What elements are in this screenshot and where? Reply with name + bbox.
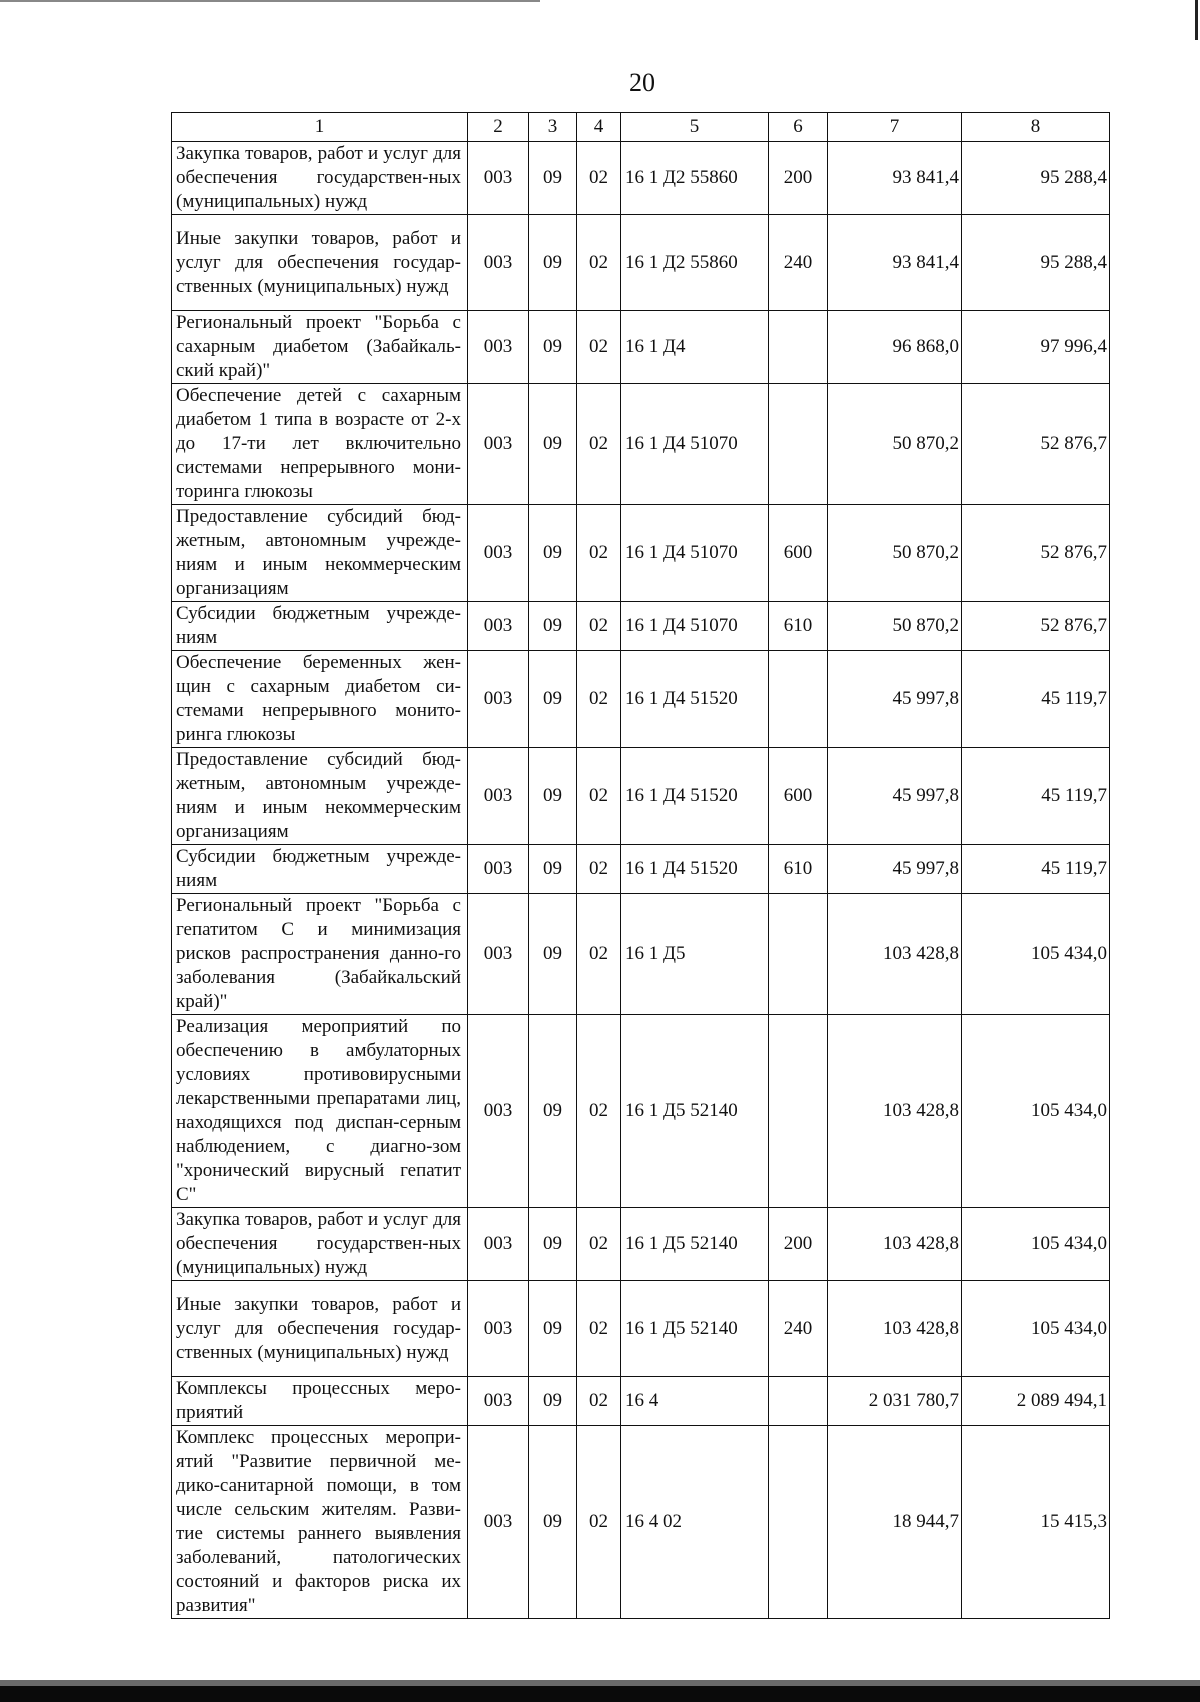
table-row xyxy=(172,1015,1110,1208)
section-cell: 09 xyxy=(529,142,577,215)
row-name-cell: Закупка товаров, работ и услуг для обеспечения государствен-ных (муниципальных) нужд xyxy=(172,1208,468,1281)
table-row xyxy=(172,1426,1110,1619)
row-name-cell: Комплексы процессных меро-приятий xyxy=(172,1377,468,1426)
table-row xyxy=(172,311,1110,384)
subsection-cell: 02 xyxy=(577,894,621,1015)
code-cell: 003 xyxy=(468,142,529,215)
row-name-cell: Комплекс процессных меропри-ятий "Развитие первичной ме-дико-санитарной помощи, в том числе сельским жителям. Разви-тие системы раннего выявления заболеваний, патологических состояний и факторов риска их развития" xyxy=(172,1426,468,1619)
target-article-cell: 16 4 xyxy=(621,1377,769,1426)
section-cell: 09 xyxy=(529,215,577,311)
code-cell: 003 xyxy=(468,602,529,651)
table-row xyxy=(172,748,1110,845)
column-header: 2 xyxy=(468,113,529,142)
code-cell: 003 xyxy=(468,1015,529,1208)
amount-cell-col8: 105 434,0 xyxy=(962,894,1110,1015)
expense-type-cell: 610 xyxy=(769,845,828,894)
table-row xyxy=(172,505,1110,602)
amount-cell-col8: 52 876,7 xyxy=(962,505,1110,602)
section-cell: 09 xyxy=(529,311,577,384)
amount-cell-col7: 45 997,8 xyxy=(828,748,962,845)
table-row xyxy=(172,384,1110,505)
subsection-cell: 02 xyxy=(577,142,621,215)
target-article-cell: 16 1 Д4 51520 xyxy=(621,748,769,845)
amount-cell-col7: 103 428,8 xyxy=(828,1281,962,1377)
row-name-cell: Предоставление субсидий бюд-жетным, автономным учрежде-ниям и иным некоммерческим организациям xyxy=(172,505,468,602)
amount-cell-col8: 52 876,7 xyxy=(962,384,1110,505)
amount-cell-col7: 18 944,7 xyxy=(828,1426,962,1619)
target-article-cell: 16 1 Д5 52140 xyxy=(621,1281,769,1377)
table-row xyxy=(172,142,1110,215)
amount-cell-col8: 45 119,7 xyxy=(962,651,1110,748)
amount-cell-col7: 96 868,0 xyxy=(828,311,962,384)
subsection-cell: 02 xyxy=(577,384,621,505)
subsection-cell: 02 xyxy=(577,602,621,651)
column-header: 4 xyxy=(577,113,621,142)
expense-type-cell xyxy=(769,1377,828,1426)
section-cell: 09 xyxy=(529,602,577,651)
code-cell: 003 xyxy=(468,845,529,894)
target-article-cell: 16 1 Д4 51520 xyxy=(621,651,769,748)
code-cell: 003 xyxy=(468,215,529,311)
target-article-cell: 16 1 Д4 51070 xyxy=(621,384,769,505)
amount-cell-col7: 103 428,8 xyxy=(828,894,962,1015)
subsection-cell: 02 xyxy=(577,215,621,311)
expense-type-cell: 240 xyxy=(769,1281,828,1377)
section-cell: 09 xyxy=(529,894,577,1015)
subsection-cell: 02 xyxy=(577,651,621,748)
amount-cell-col8: 95 288,4 xyxy=(962,142,1110,215)
table-row xyxy=(172,894,1110,1015)
amount-cell-col8: 105 434,0 xyxy=(962,1281,1110,1377)
section-cell: 09 xyxy=(529,1377,577,1426)
target-article-cell: 16 1 Д2 55860 xyxy=(621,142,769,215)
expense-type-cell: 610 xyxy=(769,602,828,651)
amount-cell-col8: 105 434,0 xyxy=(962,1015,1110,1208)
row-name-cell: Субсидии бюджетным учрежде-ниям xyxy=(172,602,468,651)
expense-type-cell: 200 xyxy=(769,1208,828,1281)
row-name-cell: Реализация мероприятий по обеспечению в амбулаторных условиях противовирусными лекарственными препаратами лиц, находящихся под диспан-серным наблюдением, с диагно-зом "хронический вирусный гепатит С" xyxy=(172,1015,468,1208)
amount-cell-col8: 45 119,7 xyxy=(962,748,1110,845)
amount-cell-col7: 93 841,4 xyxy=(828,215,962,311)
table-row xyxy=(172,1377,1110,1426)
section-cell: 09 xyxy=(529,845,577,894)
amount-cell-col7: 50 870,2 xyxy=(828,384,962,505)
subsection-cell: 02 xyxy=(577,311,621,384)
row-name-cell: Предоставление субсидий бюд-жетным, автономным учрежде-ниям и иным некоммерческим организациям xyxy=(172,748,468,845)
section-cell: 09 xyxy=(529,651,577,748)
column-header: 8 xyxy=(962,113,1110,142)
row-name-cell: Иные закупки товаров, работ и услуг для обеспечения государ-ственных (муниципальных) нужд xyxy=(172,1281,468,1377)
amount-cell-col7: 50 870,2 xyxy=(828,505,962,602)
code-cell: 003 xyxy=(468,1377,529,1426)
subsection-cell: 02 xyxy=(577,505,621,602)
subsection-cell: 02 xyxy=(577,1377,621,1426)
amount-cell-col7: 93 841,4 xyxy=(828,142,962,215)
scan-bottom-edge xyxy=(0,1686,1200,1702)
section-cell: 09 xyxy=(529,1208,577,1281)
target-article-cell: 16 1 Д5 52140 xyxy=(621,1015,769,1208)
subsection-cell: 02 xyxy=(577,1015,621,1208)
target-article-cell: 16 1 Д5 52140 xyxy=(621,1208,769,1281)
expense-type-cell xyxy=(769,384,828,505)
expense-type-cell: 600 xyxy=(769,505,828,602)
column-header: 1 xyxy=(172,113,468,142)
amount-cell-col7: 50 870,2 xyxy=(828,602,962,651)
section-cell: 09 xyxy=(529,1426,577,1619)
code-cell: 003 xyxy=(468,748,529,845)
target-article-cell: 16 1 Д4 51070 xyxy=(621,505,769,602)
column-header: 6 xyxy=(769,113,828,142)
amount-cell-col8: 52 876,7 xyxy=(962,602,1110,651)
expense-type-cell xyxy=(769,311,828,384)
target-article-cell: 16 1 Д4 51520 xyxy=(621,845,769,894)
code-cell: 003 xyxy=(468,384,529,505)
subsection-cell: 02 xyxy=(577,845,621,894)
column-header: 3 xyxy=(529,113,577,142)
column-header: 7 xyxy=(828,113,962,142)
target-article-cell: 16 1 Д2 55860 xyxy=(621,215,769,311)
amount-cell-col7: 45 997,8 xyxy=(828,845,962,894)
code-cell: 003 xyxy=(468,311,529,384)
table-row xyxy=(172,1208,1110,1281)
expense-type-cell xyxy=(769,894,828,1015)
budget-table xyxy=(171,112,1110,1619)
subsection-cell: 02 xyxy=(577,1426,621,1619)
expense-type-cell: 600 xyxy=(769,748,828,845)
table-row xyxy=(172,602,1110,651)
target-article-cell: 16 1 Д4 xyxy=(621,311,769,384)
subsection-cell: 02 xyxy=(577,748,621,845)
table-header-row xyxy=(172,113,1110,142)
target-article-cell: 16 1 Д5 xyxy=(621,894,769,1015)
row-name-cell: Иные закупки товаров, работ и услуг для обеспечения государ-ственных (муниципальных) нужд xyxy=(172,215,468,311)
section-cell: 09 xyxy=(529,505,577,602)
amount-cell-col8: 97 996,4 xyxy=(962,311,1110,384)
table-row xyxy=(172,845,1110,894)
code-cell: 003 xyxy=(468,1426,529,1619)
expense-type-cell xyxy=(769,651,828,748)
section-cell: 09 xyxy=(529,1015,577,1208)
target-article-cell: 16 4 02 xyxy=(621,1426,769,1619)
page-number: 20 xyxy=(629,68,655,97)
subsection-cell: 02 xyxy=(577,1281,621,1377)
row-name-cell: Субсидии бюджетным учрежде-ниям xyxy=(172,845,468,894)
amount-cell-col8: 95 288,4 xyxy=(962,215,1110,311)
amount-cell-col7: 2 031 780,7 xyxy=(828,1377,962,1426)
code-cell: 003 xyxy=(468,1208,529,1281)
expense-type-cell: 200 xyxy=(769,142,828,215)
section-cell: 09 xyxy=(529,748,577,845)
table-row xyxy=(172,1281,1110,1377)
subsection-cell: 02 xyxy=(577,1208,621,1281)
row-name-cell: Обеспечение детей с сахарным диабетом 1 типа в возрасте от 2-х до 17-ти лет включительно системами непрерывного мони-торинга глюкозы xyxy=(172,384,468,505)
amount-cell-col7: 103 428,8 xyxy=(828,1208,962,1281)
section-cell: 09 xyxy=(529,1281,577,1377)
row-name-cell: Региональный проект "Борьба с сахарным диабетом (Забайкаль-ский край)" xyxy=(172,311,468,384)
row-name-cell: Закупка товаров, работ и услуг для обеспечения государствен-ных (муниципальных) нужд xyxy=(172,142,468,215)
code-cell: 003 xyxy=(468,651,529,748)
amount-cell-col8: 105 434,0 xyxy=(962,1208,1110,1281)
expense-type-cell: 240 xyxy=(769,215,828,311)
row-name-cell: Обеспечение беременных жен-щин с сахарным диабетом си-стемами непрерывного монито-ринга глюкозы xyxy=(172,651,468,748)
expense-type-cell xyxy=(769,1015,828,1208)
expense-type-cell xyxy=(769,1426,828,1619)
code-cell: 003 xyxy=(468,894,529,1015)
amount-cell-col8: 2 089 494,1 xyxy=(962,1377,1110,1426)
table-row xyxy=(172,651,1110,748)
table-row xyxy=(172,215,1110,311)
scan-top-rule xyxy=(0,0,540,2)
amount-cell-col7: 103 428,8 xyxy=(828,1015,962,1208)
column-header: 5 xyxy=(621,113,769,142)
amount-cell-col8: 15 415,3 xyxy=(962,1426,1110,1619)
row-name-cell: Региональный проект "Борьба с гепатитом С и минимизация рисков распространения данно-го заболевания (Забайкальский край)" xyxy=(172,894,468,1015)
amount-cell-col7: 45 997,8 xyxy=(828,651,962,748)
target-article-cell: 16 1 Д4 51070 xyxy=(621,602,769,651)
amount-cell-col8: 45 119,7 xyxy=(962,845,1110,894)
scan-edge-mark xyxy=(1195,0,1198,40)
code-cell: 003 xyxy=(468,505,529,602)
code-cell: 003 xyxy=(468,1281,529,1377)
section-cell: 09 xyxy=(529,384,577,505)
